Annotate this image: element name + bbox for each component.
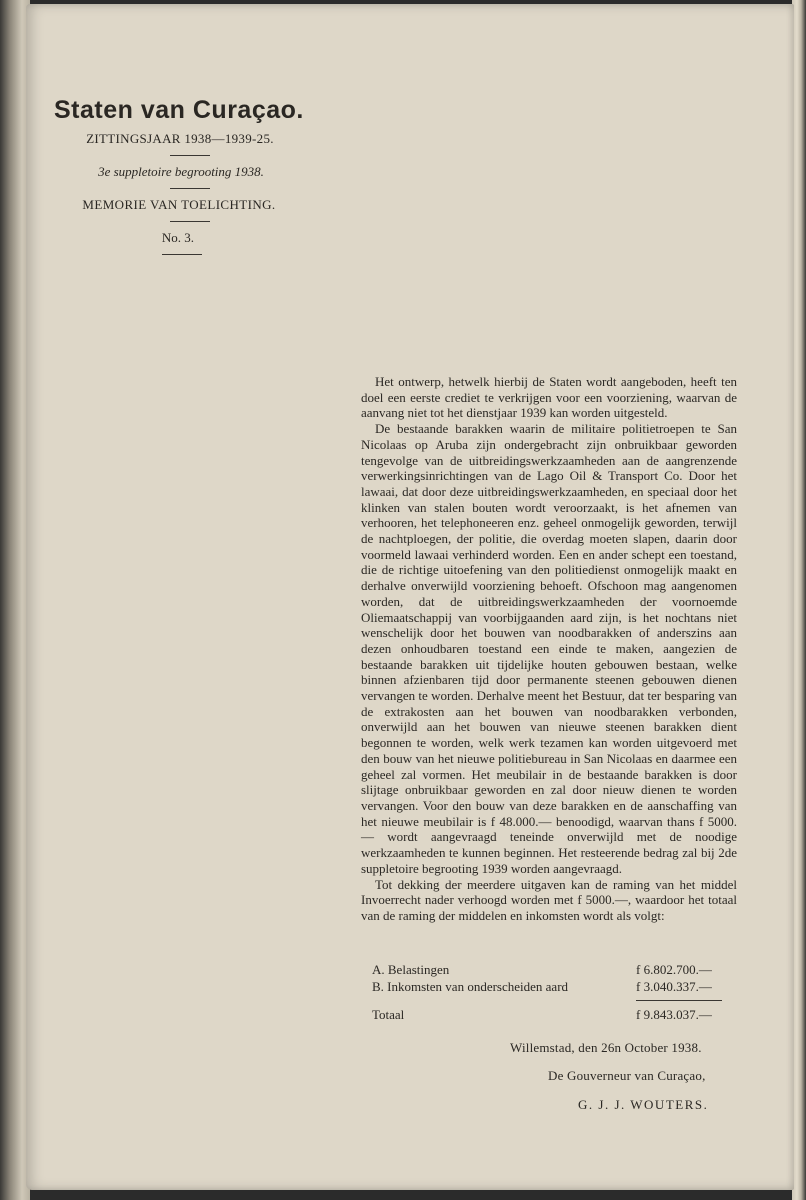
row-value: f 3.040.337.— [636,979,712,994]
memo-title: MEMORIE VAN TOELICHTING. [82,197,276,212]
divider [170,188,210,189]
explanatory-memorandum-body [361,374,737,924]
document-title: Staten van Curaçao. [54,96,304,124]
document-header [52,96,328,263]
row-value: f 6.802.700.— [636,962,712,977]
session-line: ZITTINGSJAAR 1938—1939-25. [86,131,274,146]
signatory-name: G. J. J. WOUTERS. [578,1097,709,1112]
divider [170,221,210,222]
total-label: Totaal [372,1007,405,1022]
budget-line: 3e suppletoire begrooting 1938. [98,164,264,179]
divider [170,155,210,156]
row-label: A. Belastingen [372,962,450,977]
place-date: Willemstad, den 26n October 1938. [510,1040,702,1055]
table-row [372,962,724,979]
total-row [372,1007,724,1024]
sum-rule [636,1000,722,1001]
paragraph: Het ontwerp, hetwelk hierbij de Staten wordt aangeboden, heeft ten doel een eerste crediet te verkrijgen voor een voorziening, waarvan de aanvang niet tot het dienstjaar 1939 kan worden uitgesteld. [361,374,737,421]
paragraph: Tot dekking der meerdere uitgaven kan de raming van het middel Invoerrecht nader verhoogd worden met f 5000.—, waardoor het totaal van de raming der middelen en inkomsten wordt als volgt: [361,876,737,923]
table-row [372,979,724,996]
row-label: B. Inkomsten van onderscheiden aard [372,979,569,994]
document-number: No. 3. [161,230,195,245]
paragraph: De bestaande barakken waarin de militaire politietroepen te San Nicolaas op Aruba zijn ondergebracht zijn onbruikbaar geworden tengevolge van de uitbreidingswerkzaamheden aan de aangrenzende verwerkingsinrichtingen van de Lago Oil & Transport Co. Door het lawaai, dat door deze uitbreidingswerkzaamheden, en speciaal door het klinken van stalen bouten wordt veroorzaakt, is het afnemen van verhooren, het telephoneeren enz. geheel onmogelijk geworden, terwijl de nachtploegen, der politie, die overdag moeten slapen, daarin door voormeld lawaai verhinderd worden. Een en ander schept een toestand, die de richtige uitoefening van den politiedienst onmogelijk maakt en derhalve onverwijld voorziening behoeft. Ofschoon mag aangenomen worden, dat de uitbreidingswerkzaamheden der voornoemde Oliemaatschappij van voorbijgaanden aard zijn, is het nochtans niet wenschelijk door het bouwen van noodbarakken of anderszins aan dezen onhoudbaren toestand een einde te maken, aangezien de bestaande barakken uit tijdelijke houten gebouwen bestaan, welke binnen afzienbaren tijd door permanente steenen gebouwen dienen vervangen te worden. Derhalve meent het Bestuur, dat ter besparing van de extrakosten aan het bouwen van noodbarakken verbonden, onverwijld aan het bouwen van nieuwe steenen barakken dient begonnen te worden, welk werk tezamen kan worden uitgevoerd met den bouw van het nieuwe politiebureau in San Nicolaas en daarmee een geheel zal vormen. Het meubilair in de bestaande barakken is door slijtage onbruikbaar geworden en zal door nieuw dienen te worden vervangen. Voor den bouw van deze barakken en de aanschaffing van het nieuwe meubilair is f 48.000.— benoodigd, waarvan thans f 5000.— wordt aangevraagd teneinde onverwijld met de noodige werkzaamheden te kunnen beginnen. Het resteerende bedrag zal bij 2de suppletoire begrooting 1939 worden aangevraagd. [361,421,737,876]
page-stack-edge [792,0,806,1200]
revenue-totals-table [372,962,724,1024]
governor-title: De Gouverneur van Curaçao, [548,1068,706,1083]
total-value: f 9.843.037.— [636,1007,712,1022]
divider [162,254,202,255]
